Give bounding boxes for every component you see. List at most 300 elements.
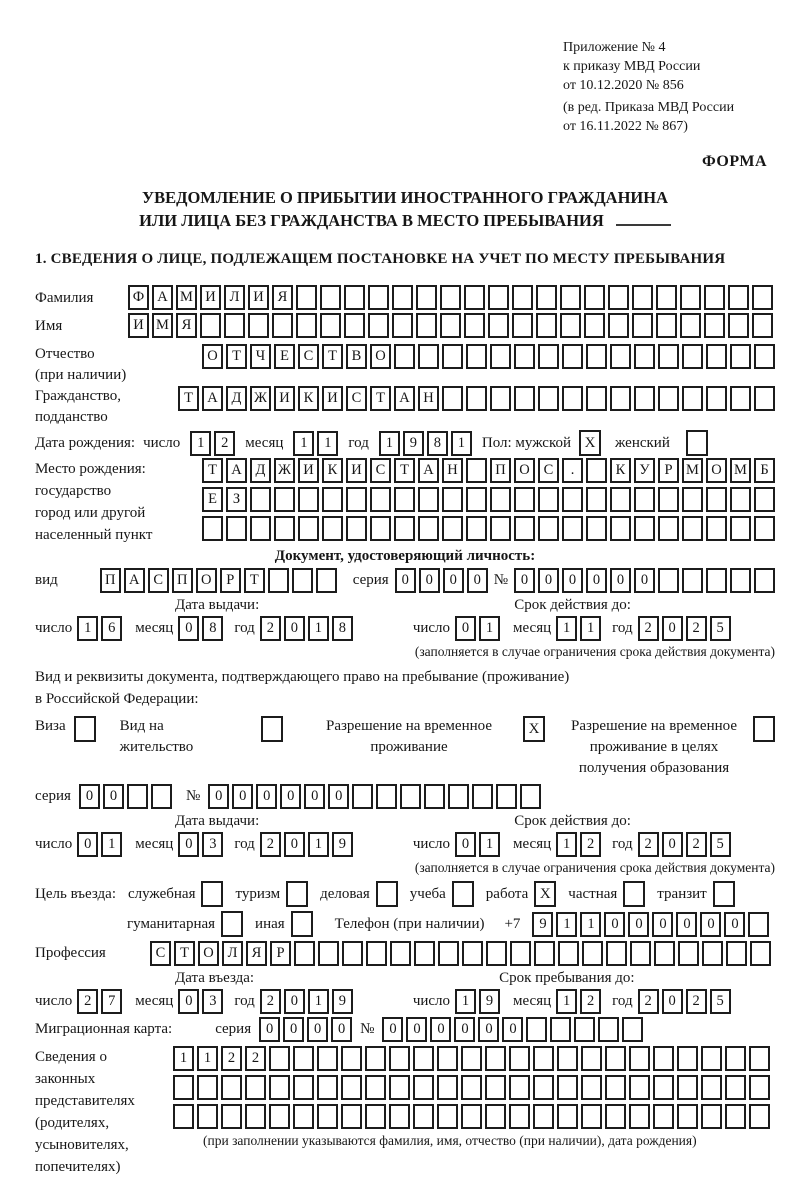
char-cell[interactable]: [656, 285, 677, 310]
char-cell[interactable]: [653, 1046, 674, 1071]
char-cell[interactable]: 0: [604, 912, 625, 937]
char-cell[interactable]: 1: [479, 616, 500, 641]
char-cell[interactable]: [394, 344, 415, 369]
char-cell[interactable]: 0: [331, 1017, 352, 1042]
char-cell[interactable]: Т: [174, 941, 195, 966]
char-cell[interactable]: Т: [394, 458, 415, 483]
char-cell[interactable]: А: [394, 386, 415, 411]
sex-female-checkbox[interactable]: [686, 430, 708, 456]
char-cell[interactable]: [322, 487, 343, 512]
char-cell[interactable]: 2: [580, 832, 601, 857]
char-cell[interactable]: 3: [202, 832, 223, 857]
char-cell[interactable]: М: [152, 313, 173, 338]
char-cell[interactable]: И: [298, 458, 319, 483]
char-cell[interactable]: С: [346, 386, 367, 411]
char-cell[interactable]: Р: [220, 568, 241, 593]
char-cell[interactable]: [682, 487, 703, 512]
char-cell[interactable]: [424, 784, 445, 809]
identity-issue-day-cells[interactable]: [77, 616, 122, 641]
char-cell[interactable]: [682, 516, 703, 541]
purpose-other-checkbox[interactable]: [291, 911, 313, 937]
char-cell[interactable]: 2: [245, 1046, 266, 1071]
char-cell[interactable]: [629, 1104, 650, 1129]
char-cell[interactable]: 2: [260, 616, 281, 641]
char-cell[interactable]: 0: [178, 616, 199, 641]
char-cell[interactable]: 1: [173, 1046, 194, 1071]
char-cell[interactable]: [413, 1075, 434, 1100]
char-cell[interactable]: 0: [419, 568, 440, 593]
char-cell[interactable]: 0: [103, 784, 124, 809]
char-cell[interactable]: С: [538, 458, 559, 483]
char-cell[interactable]: [682, 386, 703, 411]
char-cell[interactable]: 0: [514, 568, 535, 593]
char-cell[interactable]: 0: [478, 1017, 499, 1042]
char-cell[interactable]: [274, 487, 295, 512]
char-cell[interactable]: [749, 1104, 770, 1129]
purpose-transit-checkbox[interactable]: [713, 881, 735, 907]
char-cell[interactable]: [658, 344, 679, 369]
char-cell[interactable]: А: [124, 568, 145, 593]
char-cell[interactable]: [514, 344, 535, 369]
char-cell[interactable]: [416, 313, 437, 338]
char-cell[interactable]: [682, 568, 703, 593]
char-cell[interactable]: 0: [395, 568, 416, 593]
char-cell[interactable]: [582, 941, 603, 966]
char-cell[interactable]: [533, 1046, 554, 1071]
char-cell[interactable]: К: [298, 386, 319, 411]
char-cell[interactable]: [269, 1104, 290, 1129]
char-cell[interactable]: 1: [190, 431, 211, 456]
char-cell[interactable]: [366, 941, 387, 966]
char-cell[interactable]: 1: [556, 832, 577, 857]
char-cell[interactable]: [352, 784, 373, 809]
char-cell[interactable]: Я: [272, 285, 293, 310]
char-cell[interactable]: М: [176, 285, 197, 310]
char-cell[interactable]: [750, 941, 771, 966]
char-cell[interactable]: [677, 1104, 698, 1129]
residence-expiry-month-cells[interactable]: [556, 832, 601, 857]
char-cell[interactable]: [274, 516, 295, 541]
char-cell[interactable]: [293, 1104, 314, 1129]
char-cell[interactable]: [557, 1046, 578, 1071]
char-cell[interactable]: [414, 941, 435, 966]
char-cell[interactable]: [730, 344, 751, 369]
char-cell[interactable]: 0: [454, 1017, 475, 1042]
char-cell[interactable]: [562, 487, 583, 512]
char-cell[interactable]: И: [346, 458, 367, 483]
char-cell[interactable]: [250, 487, 271, 512]
doc-number-cells[interactable]: [514, 568, 775, 593]
char-cell[interactable]: Е: [202, 487, 223, 512]
char-cell[interactable]: [320, 285, 341, 310]
char-cell[interactable]: [610, 487, 631, 512]
char-cell[interactable]: [342, 941, 363, 966]
phone-digit-cells[interactable]: [532, 912, 769, 937]
char-cell[interactable]: [658, 386, 679, 411]
char-cell[interactable]: С: [148, 568, 169, 593]
char-cell[interactable]: [466, 458, 487, 483]
char-cell[interactable]: О: [370, 344, 391, 369]
char-cell[interactable]: 1: [77, 616, 98, 641]
char-cell[interactable]: [581, 1075, 602, 1100]
identity-expiry-year-cells[interactable]: [638, 616, 731, 641]
char-cell[interactable]: [706, 386, 727, 411]
stay-day-cells[interactable]: [455, 989, 500, 1014]
char-cell[interactable]: [509, 1075, 530, 1100]
entry-day-cells[interactable]: [77, 989, 122, 1014]
migration-number-cells[interactable]: [382, 1017, 643, 1042]
char-cell[interactable]: [416, 285, 437, 310]
char-cell[interactable]: [472, 784, 493, 809]
char-cell[interactable]: [413, 1104, 434, 1129]
char-cell[interactable]: [466, 487, 487, 512]
char-cell[interactable]: [202, 516, 223, 541]
char-cell[interactable]: 6: [101, 616, 122, 641]
char-cell[interactable]: О: [198, 941, 219, 966]
char-cell[interactable]: [346, 516, 367, 541]
char-cell[interactable]: 0: [455, 616, 476, 641]
char-cell[interactable]: 0: [208, 784, 229, 809]
char-cell[interactable]: [317, 1075, 338, 1100]
char-cell[interactable]: [322, 516, 343, 541]
char-cell[interactable]: [560, 285, 581, 310]
char-cell[interactable]: [418, 487, 439, 512]
char-cell[interactable]: [658, 516, 679, 541]
char-cell[interactable]: Ч: [250, 344, 271, 369]
char-cell[interactable]: 1: [308, 616, 329, 641]
char-cell[interactable]: [298, 516, 319, 541]
residence-series-cells[interactable]: [79, 784, 172, 809]
char-cell[interactable]: [317, 1104, 338, 1129]
char-cell[interactable]: А: [202, 386, 223, 411]
char-cell[interactable]: [726, 941, 747, 966]
char-cell[interactable]: [706, 568, 727, 593]
char-cell[interactable]: [316, 568, 337, 593]
char-cell[interactable]: П: [172, 568, 193, 593]
char-cell[interactable]: 1: [197, 1046, 218, 1071]
char-cell[interactable]: [466, 386, 487, 411]
char-cell[interactable]: 1: [580, 912, 601, 937]
char-cell[interactable]: [486, 941, 507, 966]
char-cell[interactable]: 2: [214, 431, 235, 456]
char-cell[interactable]: [392, 313, 413, 338]
char-cell[interactable]: [704, 285, 725, 310]
char-cell[interactable]: [533, 1075, 554, 1100]
char-cell[interactable]: [392, 285, 413, 310]
char-cell[interactable]: И: [322, 386, 343, 411]
char-cell[interactable]: [658, 487, 679, 512]
char-cell[interactable]: Я: [176, 313, 197, 338]
char-cell[interactable]: 0: [284, 616, 305, 641]
char-cell[interactable]: [730, 568, 751, 593]
char-cell[interactable]: [462, 941, 483, 966]
char-cell[interactable]: [678, 941, 699, 966]
char-cell[interactable]: [728, 285, 749, 310]
char-cell[interactable]: 1: [556, 616, 577, 641]
char-cell[interactable]: [485, 1046, 506, 1071]
char-cell[interactable]: [512, 285, 533, 310]
char-cell[interactable]: [725, 1104, 746, 1129]
char-cell[interactable]: [653, 1104, 674, 1129]
char-cell[interactable]: Л: [222, 941, 243, 966]
char-cell[interactable]: Ф: [128, 285, 149, 310]
char-cell[interactable]: [706, 516, 727, 541]
char-cell[interactable]: [296, 313, 317, 338]
char-cell[interactable]: 0: [328, 784, 349, 809]
char-cell[interactable]: [341, 1075, 362, 1100]
char-cell[interactable]: [630, 941, 651, 966]
char-cell[interactable]: 0: [256, 784, 277, 809]
char-cell[interactable]: 1: [455, 989, 476, 1014]
char-cell[interactable]: И: [200, 285, 221, 310]
char-cell[interactable]: [344, 285, 365, 310]
char-cell[interactable]: [437, 1104, 458, 1129]
char-cell[interactable]: [197, 1075, 218, 1100]
char-cell[interactable]: [754, 516, 775, 541]
char-cell[interactable]: [418, 344, 439, 369]
char-cell[interactable]: 2: [77, 989, 98, 1014]
char-cell[interactable]: [224, 313, 245, 338]
char-cell[interactable]: [389, 1046, 410, 1071]
migration-series-cells[interactable]: [259, 1017, 352, 1042]
char-cell[interactable]: [368, 285, 389, 310]
char-cell[interactable]: 0: [284, 989, 305, 1014]
char-cell[interactable]: [634, 344, 655, 369]
char-cell[interactable]: [365, 1075, 386, 1100]
char-cell[interactable]: П: [100, 568, 121, 593]
char-cell[interactable]: [581, 1046, 602, 1071]
birth-year-cells[interactable]: [379, 431, 472, 456]
char-cell[interactable]: [754, 386, 775, 411]
char-cell[interactable]: [151, 784, 172, 809]
char-cell[interactable]: [173, 1104, 194, 1129]
char-cell[interactable]: М: [730, 458, 751, 483]
char-cell[interactable]: [368, 313, 389, 338]
char-cell[interactable]: [442, 344, 463, 369]
char-cell[interactable]: [730, 487, 751, 512]
char-cell[interactable]: 3: [202, 989, 223, 1014]
char-cell[interactable]: П: [490, 458, 511, 483]
char-cell[interactable]: 0: [676, 912, 697, 937]
identity-expiry-day-cells[interactable]: [455, 616, 500, 641]
char-cell[interactable]: [706, 487, 727, 512]
char-cell[interactable]: 0: [662, 832, 683, 857]
char-cell[interactable]: [365, 1104, 386, 1129]
char-cell[interactable]: [586, 458, 607, 483]
char-cell[interactable]: 9: [479, 989, 500, 1014]
char-cell[interactable]: [680, 313, 701, 338]
char-cell[interactable]: 0: [232, 784, 253, 809]
char-cell[interactable]: [526, 1017, 547, 1042]
char-cell[interactable]: И: [128, 313, 149, 338]
char-cell[interactable]: 0: [307, 1017, 328, 1042]
purpose-official-checkbox[interactable]: [201, 881, 223, 907]
char-cell[interactable]: А: [152, 285, 173, 310]
char-cell[interactable]: Т: [202, 458, 223, 483]
char-cell[interactable]: 0: [382, 1017, 403, 1042]
char-cell[interactable]: [448, 784, 469, 809]
option-temp-residence-edu-checkbox[interactable]: [753, 716, 775, 742]
char-cell[interactable]: [610, 386, 631, 411]
char-cell[interactable]: Н: [418, 386, 439, 411]
char-cell[interactable]: [610, 344, 631, 369]
char-cell[interactable]: 1: [317, 431, 338, 456]
char-cell[interactable]: [598, 1017, 619, 1042]
given-name-cells[interactable]: [128, 313, 773, 338]
char-cell[interactable]: [296, 285, 317, 310]
char-cell[interactable]: О: [196, 568, 217, 593]
char-cell[interactable]: О: [514, 458, 535, 483]
char-cell[interactable]: [440, 285, 461, 310]
char-cell[interactable]: 7: [101, 989, 122, 1014]
char-cell[interactable]: [248, 313, 269, 338]
char-cell[interactable]: К: [322, 458, 343, 483]
char-cell[interactable]: [514, 386, 535, 411]
profession-cells[interactable]: [150, 941, 771, 966]
char-cell[interactable]: [268, 568, 289, 593]
char-cell[interactable]: Н: [442, 458, 463, 483]
char-cell[interactable]: [725, 1075, 746, 1100]
char-cell[interactable]: [418, 516, 439, 541]
char-cell[interactable]: [442, 516, 463, 541]
char-cell[interactable]: [610, 516, 631, 541]
char-cell[interactable]: [514, 516, 535, 541]
char-cell[interactable]: [677, 1075, 698, 1100]
char-cell[interactable]: С: [298, 344, 319, 369]
char-cell[interactable]: Т: [226, 344, 247, 369]
char-cell[interactable]: [394, 487, 415, 512]
char-cell[interactable]: [605, 1075, 626, 1100]
char-cell[interactable]: [538, 487, 559, 512]
char-cell[interactable]: 8: [427, 431, 448, 456]
char-cell[interactable]: [586, 386, 607, 411]
char-cell[interactable]: [680, 285, 701, 310]
char-cell[interactable]: 9: [332, 832, 353, 857]
char-cell[interactable]: [749, 1046, 770, 1071]
char-cell[interactable]: [706, 344, 727, 369]
char-cell[interactable]: [634, 516, 655, 541]
char-cell[interactable]: [557, 1104, 578, 1129]
char-cell[interactable]: [754, 487, 775, 512]
char-cell[interactable]: [488, 313, 509, 338]
char-cell[interactable]: [461, 1104, 482, 1129]
char-cell[interactable]: [437, 1075, 458, 1100]
char-cell[interactable]: [466, 516, 487, 541]
char-cell[interactable]: [584, 285, 605, 310]
char-cell[interactable]: [438, 941, 459, 966]
char-cell[interactable]: 2: [580, 989, 601, 1014]
char-cell[interactable]: Р: [658, 458, 679, 483]
char-cell[interactable]: [510, 941, 531, 966]
char-cell[interactable]: [294, 941, 315, 966]
char-cell[interactable]: 0: [610, 568, 631, 593]
purpose-private-checkbox[interactable]: [623, 881, 645, 907]
char-cell[interactable]: [658, 568, 679, 593]
purpose-study-checkbox[interactable]: [452, 881, 474, 907]
char-cell[interactable]: [605, 1104, 626, 1129]
char-cell[interactable]: [538, 386, 559, 411]
stay-year-cells[interactable]: [638, 989, 731, 1014]
char-cell[interactable]: [485, 1075, 506, 1100]
char-cell[interactable]: [200, 313, 221, 338]
char-cell[interactable]: Ж: [250, 386, 271, 411]
char-cell[interactable]: 2: [260, 832, 281, 857]
char-cell[interactable]: [400, 784, 421, 809]
char-cell[interactable]: [346, 487, 367, 512]
char-cell[interactable]: 0: [538, 568, 559, 593]
entry-month-cells[interactable]: [178, 989, 223, 1014]
char-cell[interactable]: [488, 285, 509, 310]
char-cell[interactable]: [653, 1075, 674, 1100]
char-cell[interactable]: [538, 516, 559, 541]
char-cell[interactable]: 0: [283, 1017, 304, 1042]
char-cell[interactable]: [562, 386, 583, 411]
char-cell[interactable]: 0: [502, 1017, 523, 1042]
birth-place-row2-cells[interactable]: [202, 487, 775, 512]
char-cell[interactable]: И: [274, 386, 295, 411]
citizenship-cells[interactable]: [178, 386, 775, 411]
char-cell[interactable]: [754, 568, 775, 593]
char-cell[interactable]: [701, 1075, 722, 1100]
char-cell[interactable]: 2: [686, 989, 707, 1014]
char-cell[interactable]: [605, 1046, 626, 1071]
representatives-row2-cells[interactable]: [173, 1075, 770, 1100]
char-cell[interactable]: [320, 313, 341, 338]
purpose-work-checkbox[interactable]: X: [534, 881, 556, 907]
char-cell[interactable]: 0: [259, 1017, 280, 1042]
char-cell[interactable]: [730, 516, 751, 541]
char-cell[interactable]: Д: [250, 458, 271, 483]
patronymic-cells[interactable]: [202, 344, 775, 369]
char-cell[interactable]: 5: [710, 989, 731, 1014]
char-cell[interactable]: [586, 487, 607, 512]
char-cell[interactable]: И: [248, 285, 269, 310]
char-cell[interactable]: [440, 313, 461, 338]
identity-issue-year-cells[interactable]: [260, 616, 353, 641]
char-cell[interactable]: [538, 344, 559, 369]
char-cell[interactable]: [272, 313, 293, 338]
char-cell[interactable]: М: [682, 458, 703, 483]
char-cell[interactable]: [466, 344, 487, 369]
doc-kind-cells[interactable]: [100, 568, 337, 593]
char-cell[interactable]: [496, 784, 517, 809]
char-cell[interactable]: [754, 344, 775, 369]
char-cell[interactable]: Т: [178, 386, 199, 411]
char-cell[interactable]: Е: [274, 344, 295, 369]
char-cell[interactable]: [442, 487, 463, 512]
char-cell[interactable]: [557, 1075, 578, 1100]
char-cell[interactable]: [389, 1104, 410, 1129]
char-cell[interactable]: .: [562, 458, 583, 483]
identity-issue-month-cells[interactable]: [178, 616, 223, 641]
entry-year-cells[interactable]: [260, 989, 353, 1014]
char-cell[interactable]: 9: [332, 989, 353, 1014]
char-cell[interactable]: [389, 1075, 410, 1100]
option-residence-permit-checkbox[interactable]: [261, 716, 283, 742]
char-cell[interactable]: [748, 912, 769, 937]
char-cell[interactable]: [536, 313, 557, 338]
char-cell[interactable]: [197, 1104, 218, 1129]
char-cell[interactable]: 1: [293, 431, 314, 456]
char-cell[interactable]: [622, 1017, 643, 1042]
char-cell[interactable]: 5: [710, 832, 731, 857]
char-cell[interactable]: [701, 1046, 722, 1071]
char-cell[interactable]: 1: [308, 832, 329, 857]
char-cell[interactable]: [464, 285, 485, 310]
char-cell[interactable]: [562, 516, 583, 541]
char-cell[interactable]: [730, 386, 751, 411]
char-cell[interactable]: 8: [202, 616, 223, 641]
